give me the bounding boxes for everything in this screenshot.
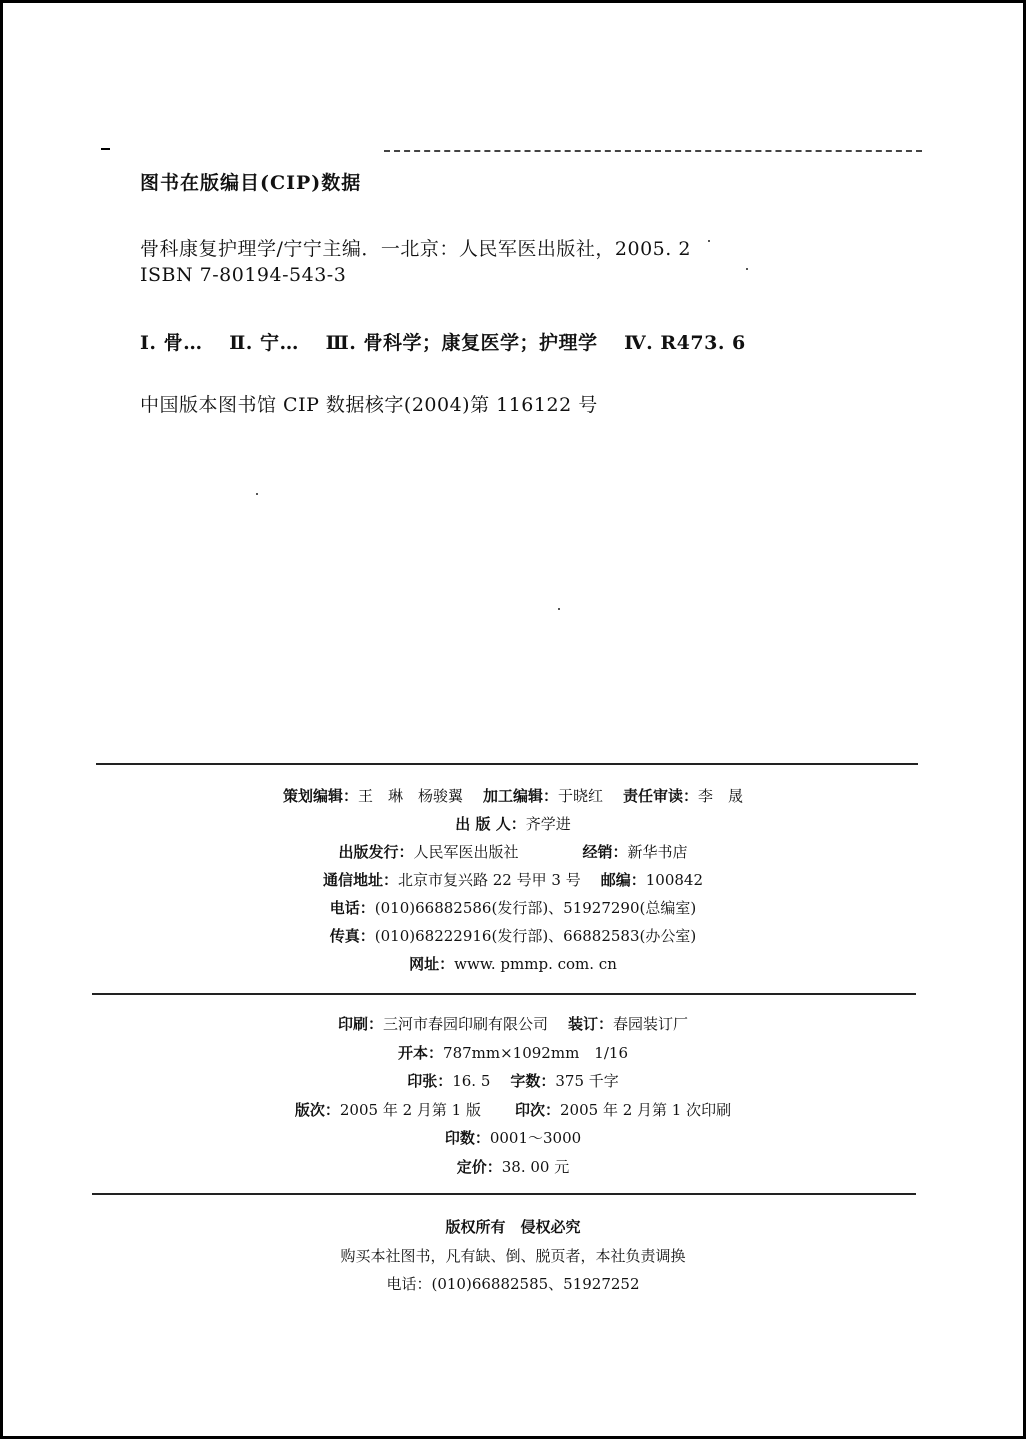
address-line [0, 869, 1026, 890]
copies-label: 印数： [444, 1129, 490, 1147]
format-value: 787mm×1092mm 1/16 [443, 1044, 628, 1062]
fax-label: 传真： [329, 927, 375, 945]
scan-speck [746, 268, 748, 270]
binding-value: 春园装订厂 [613, 1015, 689, 1033]
review-editor-label: 责任审读： [623, 787, 699, 805]
phone-label: 电话： [329, 899, 375, 917]
edition-line [0, 1099, 1026, 1120]
copyright-phone: 电话：(010)66882585、51927252 [386, 1275, 640, 1293]
fax-line [0, 925, 1026, 946]
publisher-person-label: 出 版 人： [455, 815, 526, 833]
impression-label: 印次： [515, 1101, 561, 1119]
printer-line [0, 1013, 1026, 1034]
words-value: 375 千字 [555, 1072, 619, 1090]
postcode-value: 100842 [645, 871, 703, 889]
copyright-notice-line [0, 1216, 1026, 1237]
copyright-phone-line [0, 1273, 1026, 1294]
website-line [0, 953, 1026, 974]
editors-line [0, 785, 1026, 806]
processing-editor-label: 加工编辑： [482, 787, 558, 805]
cip-isbn: ISBN 7-80194-543-3 [140, 264, 347, 286]
sheets-value: 16. 5 [452, 1072, 491, 1090]
scan-speck [708, 240, 710, 242]
website-value: www. pmmp. com. cn [454, 955, 617, 973]
cip-title: 图书在版编目(CIP)数据 [140, 172, 362, 194]
exchange-notice: 购买本社图书，凡有缺、倒、脱页者，本社负责调换 [340, 1247, 686, 1265]
seller-value: 新华书店 [627, 843, 688, 861]
cip-core-number: 中国版本图书馆 CIP 数据核字(2004)第 116122 号 [140, 394, 598, 416]
fax-value: (010)68222916(发行部)、66882583(办公室) [374, 927, 697, 945]
publisher-person-value: 齐学进 [525, 815, 571, 833]
address-value: 北京市复兴路 22 号甲 3 号 [398, 871, 581, 889]
edition-label: 版次： [294, 1101, 340, 1119]
price-label: 定价： [456, 1158, 502, 1176]
postcode-label: 邮编： [600, 871, 646, 889]
price-value: 38. 00 元 [501, 1158, 570, 1176]
review-editor-value: 李 晟 [698, 787, 744, 805]
copies-value: 0001～3000 [489, 1129, 582, 1147]
edition-value: 2005 年 2 月第 1 版 [339, 1101, 481, 1119]
phone-line [0, 897, 1026, 918]
header-rule [384, 150, 922, 152]
exchange-line [0, 1245, 1026, 1266]
page-border-top [0, 0, 1026, 3]
words-label: 字数： [510, 1072, 556, 1090]
copies-line [0, 1127, 1026, 1148]
printer-label: 印刷： [337, 1015, 383, 1033]
copyright-notice: 版权所有 侵权必究 [445, 1218, 581, 1236]
printer-value: 三河市春园印刷有限公司 [382, 1015, 548, 1033]
processing-editor-value: 于晓红 [558, 787, 604, 805]
planning-editor-value: 王 琳 杨骏翼 [357, 787, 463, 805]
sheets-words-line [0, 1070, 1026, 1091]
distribution-label: 出版发行： [338, 843, 414, 861]
scan-speck [558, 608, 560, 610]
seller-label: 经销： [582, 843, 628, 861]
website-label: 网址： [409, 955, 455, 973]
distribution-value: 人民军医出版社 [413, 843, 519, 861]
section-rule [92, 993, 916, 995]
distribution-line [0, 841, 1026, 862]
cip-book-line: 骨科康复护理学/宁宁主编．一北京：人民军医出版社，2005. 2 [140, 238, 691, 260]
binding-label: 装订： [568, 1015, 614, 1033]
format-line [0, 1042, 1026, 1063]
margin-mark [101, 148, 110, 150]
scan-speck [256, 493, 258, 495]
price-line [0, 1156, 1026, 1177]
cip-classification: Ⅰ. 骨… Ⅱ. 宁… Ⅲ. 骨科学；康复医学；护理学 Ⅳ. R473. 6 [140, 332, 746, 354]
phone-value: (010)66882586(发行部)、51927290(总编室) [374, 899, 697, 917]
address-label: 通信地址： [322, 871, 398, 889]
impression-value: 2005 年 2 月第 1 次印刷 [560, 1101, 732, 1119]
section-rule [96, 763, 918, 765]
planning-editor-label: 策划编辑： [282, 787, 358, 805]
format-label: 开本： [398, 1044, 444, 1062]
sheets-label: 印张： [407, 1072, 453, 1090]
publisher-person-line [0, 813, 1026, 834]
section-rule [92, 1193, 916, 1195]
